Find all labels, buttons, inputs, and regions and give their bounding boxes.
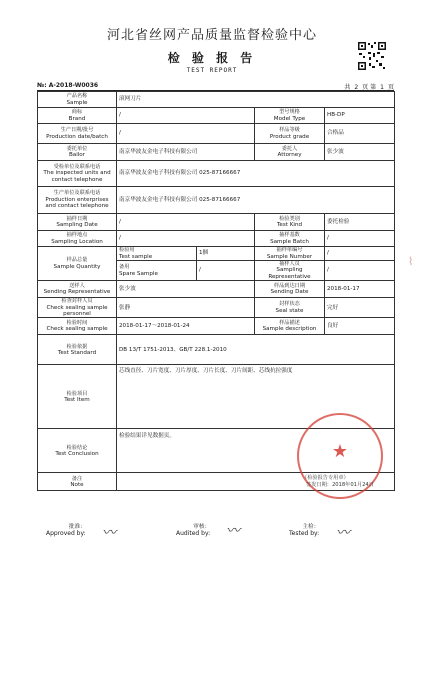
sending-rep-label: 送样人 Sending Representative [38, 281, 117, 298]
signature-footer [0, 514, 424, 544]
seal-note: （检验报告专用章） [302, 475, 349, 481]
row-sample-quantity-1 [38, 247, 395, 261]
sampling-rep-label: 抽样人员 Sampling Representative [255, 261, 325, 281]
brand-label: 商标 Brand [38, 108, 117, 124]
test-sample-value: 1捆 [197, 247, 255, 261]
report-number: №: A-2018-W0036 [37, 82, 99, 89]
check-time-value: 2018-01-17～2018-01-24 [117, 318, 255, 335]
bailor-value: 南京华波友金电子科技有限公司 [117, 144, 255, 161]
sampling-location-value: / [117, 231, 255, 247]
spare-sample-label: 备用 Spare Sample [117, 261, 197, 281]
test-kind-value: 委托检验 [325, 214, 395, 231]
test-item-value: 芯线直径、刀片宽度、刀片厚度、刀片长度、刀片间距、芯线抗拉强度 [117, 365, 395, 429]
row-brand [38, 108, 395, 124]
sample-description-label: 样品描述 Sample description [255, 318, 325, 335]
row-product-name [38, 92, 395, 108]
seal-state-value: 完好 [325, 298, 395, 318]
bailor-label: 委托单位 Bailor [38, 144, 117, 161]
row-sampling-date [38, 214, 395, 231]
sending-date-value: 2018-01-17 [325, 281, 395, 298]
model-value: HB-DP [325, 108, 395, 124]
test-sample-label: 检验用 Test sample [117, 247, 197, 261]
issuing-organization: 河北省丝网产品质量监督检验中心 [106, 28, 317, 43]
row-test-standard [38, 335, 395, 365]
row-inspected-unit [38, 161, 395, 187]
production-date-value: / [117, 124, 255, 144]
approver-signature: 〰 [102, 525, 116, 541]
auditor-signature: 〰 [226, 523, 240, 539]
report-title-cn: 检 验 报 告 [167, 51, 257, 65]
grade-value: 合格品 [325, 124, 395, 144]
edge-seal-mark: ⌇ [408, 255, 414, 268]
production-date-label: 生产日期/批号 Production date/batch [38, 124, 117, 144]
row-sealing [38, 298, 395, 318]
seal-star-icon: ★ [331, 441, 349, 462]
production-enterprise-label: 生产单位及联系电话 Production enterprises and contact telephone [38, 187, 117, 214]
sample-batch-value: / [325, 231, 395, 247]
audited-by: 审核： Audited by: [176, 524, 211, 537]
sampling-rep-value: / [325, 261, 395, 281]
row-sending [38, 281, 395, 298]
production-enterprise-value: 南京华波友金电子科技有限公司 025-87166667 [117, 187, 395, 214]
sampling-date-label: 抽样日期 Sampling Date [38, 214, 117, 231]
page-current: 1 [380, 84, 384, 91]
page-label: 页 第 [362, 84, 377, 91]
sample-number-label: 抽样单编号 Sample Number [255, 247, 325, 261]
row-sampling-location [38, 231, 395, 247]
test-kind-label: 检验类别 Test Kind [255, 214, 325, 231]
check-time-label: 检验时间 Check sealing sample [38, 318, 117, 335]
sending-rep-value: 张少波 [117, 281, 255, 298]
row-production-date [38, 124, 395, 144]
qr-code-icon [357, 41, 387, 71]
model-label: 型号规格 Model Type [255, 108, 325, 124]
test-standard-value: DB 13/T 1751-2013、GB/T 228.1-2010 [117, 335, 395, 365]
page-suffix: 页 [387, 84, 394, 91]
grade-label: 样品等级 Product grade [255, 124, 325, 144]
page-total-label: 共 [344, 84, 351, 91]
seal-state-label: 封样状态 Seal state [255, 298, 325, 318]
tester-signature: 〰 [336, 525, 350, 541]
sealing-person-label: 检查封样人员 Check sealing sample personnel [38, 298, 117, 318]
tested-by: 主检： Tested by: [289, 524, 320, 537]
sealing-person-value: 张静 [117, 298, 255, 318]
sample-quantity-label: 样品总量 Sample Quantity [38, 247, 117, 281]
brand-value: / [117, 108, 255, 124]
report-title-en: TEST REPORT [186, 67, 238, 74]
inspected-unit-label: 受检单位及联系电话 The inspected units and contact telephone [38, 161, 117, 187]
inspected-unit-value: 南京华波友金电子科技有限公司 025-87166667 [117, 161, 395, 187]
sample-description-value: 良好 [325, 318, 395, 335]
sample-number-value: / [325, 247, 395, 261]
product-name-label: 产品名称 Sample [38, 92, 117, 108]
test-item-label: 检验项目 Test Item [38, 365, 117, 429]
sample-batch-label: 抽样基数 Sample Batch [255, 231, 325, 247]
note-label: 备注 Note [38, 473, 117, 491]
sampling-date-value: / [117, 214, 255, 231]
row-check-time [38, 318, 395, 335]
attorney-label: 委托人 Attorney [255, 144, 325, 161]
conclusion-value: 检验结果详见数据页。 [117, 429, 395, 473]
sending-date-label: 样品到达日期 Sending Date [255, 281, 325, 298]
attorney-value: 张少波 [325, 144, 395, 161]
spare-sample-value: / [197, 261, 255, 281]
product-name-value: 滚网刀片 [117, 92, 395, 108]
conclusion-label: 检验结论 Test Conclusion [38, 429, 117, 473]
approved-by: 批准： Approved by: [46, 524, 86, 537]
issue-date: 签发日期：2018年01月24日 [306, 482, 374, 488]
row-bailor [38, 144, 395, 161]
test-standard-label: 检验依据 Test Standard [38, 335, 117, 365]
sampling-location-label: 抽样地点 Sampling Location [38, 231, 117, 247]
page-total: 2 [354, 84, 359, 91]
row-production-enterprise [38, 187, 395, 214]
